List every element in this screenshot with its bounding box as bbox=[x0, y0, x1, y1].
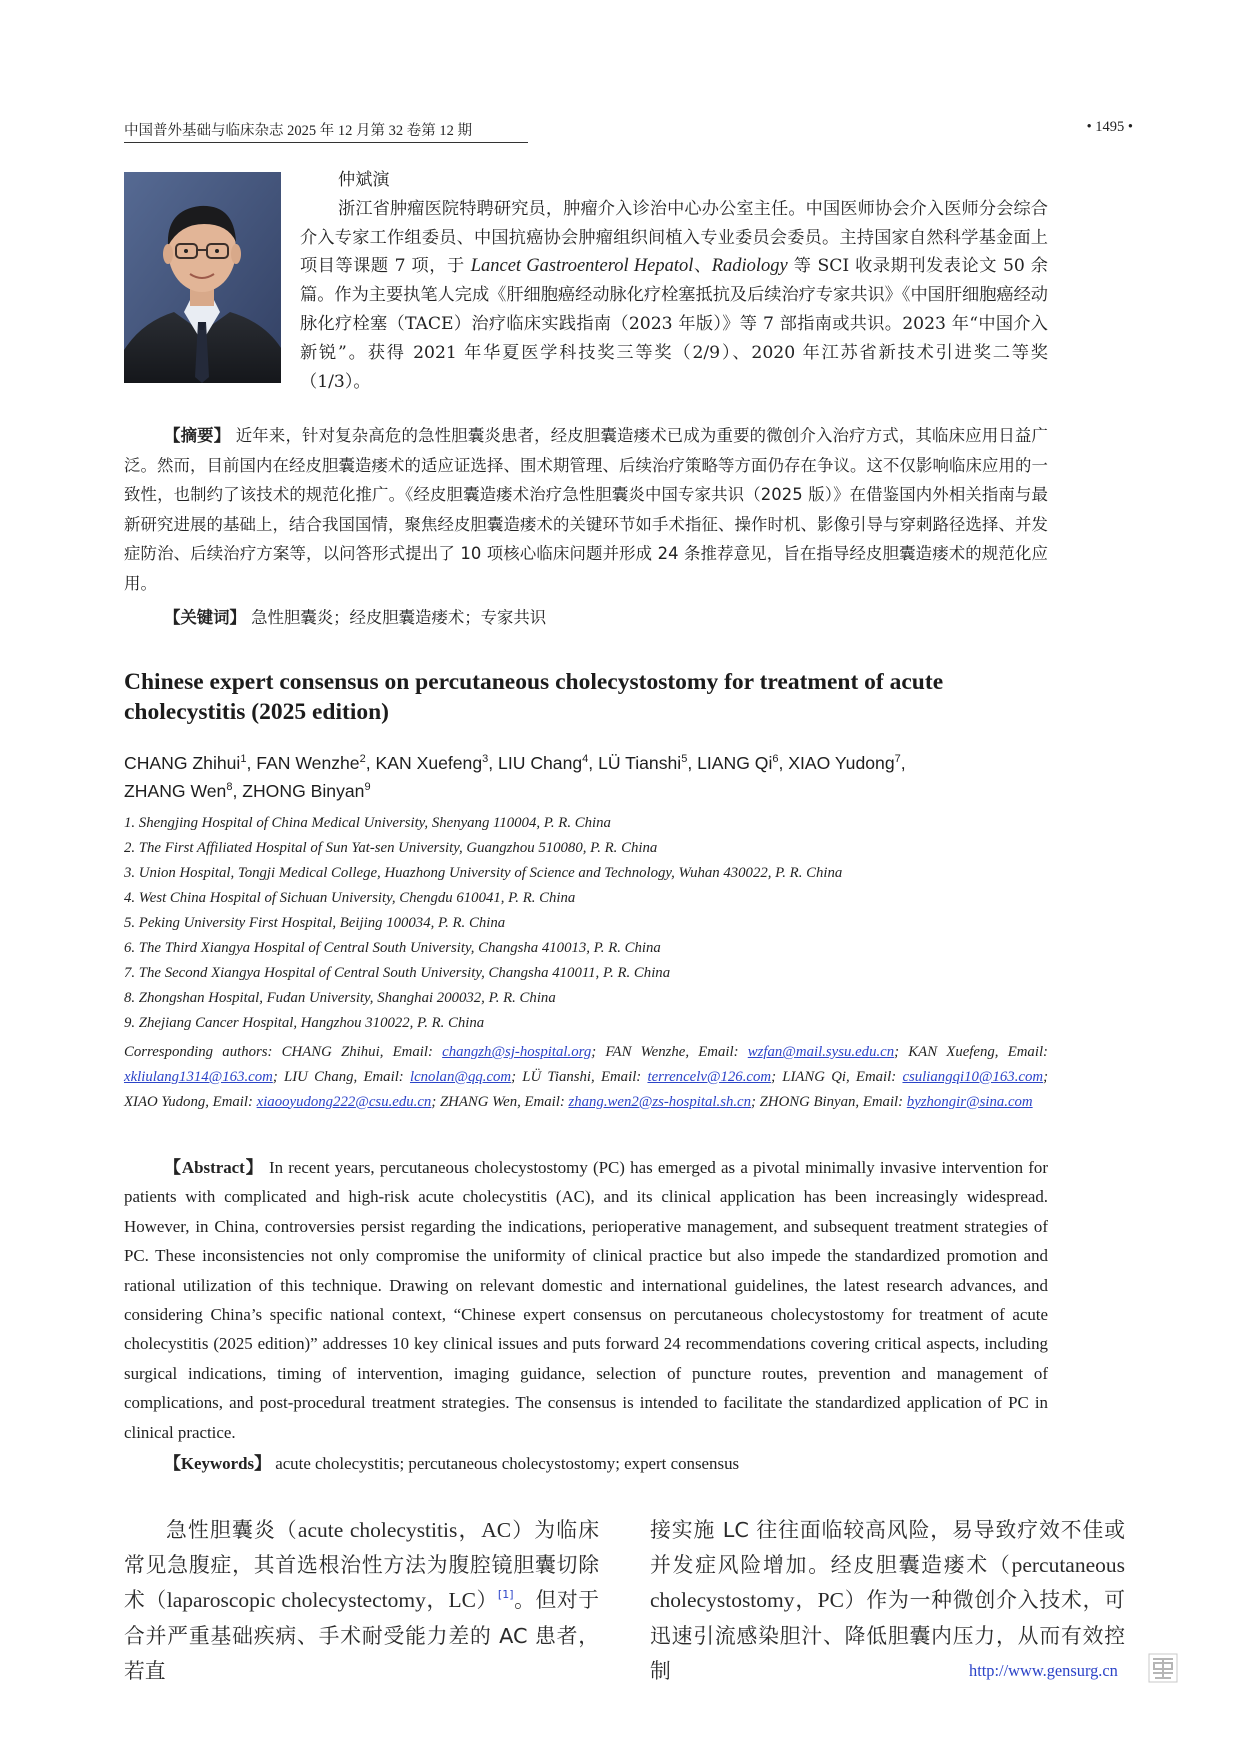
author: ZHONG Binyan$^9$ bbox=[242, 781, 371, 801]
author-list bbox=[124, 749, 1048, 805]
abstract-label: 【Abstract】 bbox=[164, 1158, 264, 1177]
journal-url-link[interactable]: http://www.gensurg.cn bbox=[969, 1661, 1118, 1680]
email-link[interactable]: changzh@sj-hospital.org bbox=[442, 1044, 592, 1060]
affiliation: 5. Peking University First Hospital, Beijing 100034, P. R. China bbox=[124, 915, 506, 931]
affiliation: 9. Zhejiang Cancer Hospital, Hangzhou 310022, P. R. China bbox=[124, 1015, 485, 1031]
reference-link[interactable]: [1] bbox=[497, 1588, 514, 1602]
affiliation: 1. Shengjing Hospital of China Medical University, Shenyang 110004, P. R. China bbox=[124, 815, 611, 831]
author-bio bbox=[300, 166, 1048, 396]
email-link[interactable]: wzfan@mail.sysu.edu.cn bbox=[747, 1044, 895, 1060]
author-bio-text: 浙江省肿瘤医院特聘研究员，肿瘤介入诊治中心办公室主任。中国医师协会介入医师分会综合介入专家工作组委员、中国抗癌协会肿瘤组织间植入专业委员会委员。主持国家自然科学基金面上项目等课题 7 项，于 Lancet Gastroenterol Hepatol、Radiology 等 SCI 收录期刊发表论文 50 余篇。作为主要执笔人完成《肝细胞癌经动脉化疗栓塞抵抗及后续治疗专家共识》《中国肝细胞癌经动脉化疗栓塞（TACE）治疗临床实践指南（2023 年版）》等 7 部指南或共识。2023 年“中国介入新锐”。获得 2021 年华夏医学科技奖三等奖（2/9）、2020 年江苏省新技术引进奖二等奖（1/3）。 bbox=[300, 198, 1048, 392]
body-text-left-column: 急性胆囊炎（acute cholecystitis，AC）为临床常见急腹症，其首选根治性方法为腹腔镜胆囊切除术（laparoscopic cholecystectomy，LC）[1]。但对于合并严重基础疾病、手术耐受能力差的 AC 患者，若直 bbox=[124, 1518, 600, 1683]
keywords-label: 【Keywords】 bbox=[164, 1454, 271, 1473]
page-number: • 1495 • bbox=[1086, 119, 1133, 135]
header-rule bbox=[124, 142, 528, 143]
email-link[interactable]: terrencelv@126.com bbox=[647, 1068, 772, 1085]
affiliation: 3. Union Hospital, Tongji Medical College, Huazhong University of Science and Technology, Wuhan 430022, P. R. China bbox=[124, 865, 843, 881]
author: CHANG Zhihui$^1$, bbox=[124, 753, 257, 773]
english-keywords: 【Keywords】 acute cholecystitis; percutaneous cholecystostomy; expert consensus bbox=[164, 1454, 740, 1473]
email-link[interactable]: zhang.wen2@zs-hospital.sh.cn bbox=[568, 1093, 752, 1110]
keywords-label: 【关键词】 bbox=[164, 608, 246, 627]
english-title: Chinese expert consensus on percutaneous cholecystostomy for treatment of acute cholecystitis (2025 edition) bbox=[124, 669, 944, 725]
author: ZHANG Wen$^8$, bbox=[124, 781, 243, 801]
affiliation: 2. The First Affiliated Hospital of Sun Yat-sen University, Guangzhou 510080, P. R. China bbox=[124, 840, 658, 856]
email-link[interactable]: byzhongir@sina.com bbox=[906, 1093, 1033, 1110]
affiliation: 4. West China Hospital of Sichuan University, Chengdu 610041, P. R. China bbox=[124, 890, 576, 906]
author: XIAO Yudong$^7$, bbox=[788, 753, 906, 773]
affiliation: 7. The Second Xiangya Hospital of Central South University, Changsha 410011, P. R. China bbox=[124, 965, 671, 981]
corresponding-authors: Corresponding authors: CHANG Zhihui, Email: changzh@sj-hospital.org; FAN Wenzhe, Email: wzfan@mail.sysu.edu.cn; KAN Xuefeng, Email: xkliulang1314@163.com; LIU Chang, Email: lcnolan@qq.com; LÜ Tianshi, Email: terrencelv@126.com; LIANG Qi, Email: csuliangqi10@163.com; XIAO Yudong, Email: xiaooyudong222@csu.edu.cn; ZHANG Wen, Email: zhang.wen2@zs-hospital.sh.cn; ZHONG Binyan, Email: byzhongir@sina.com bbox=[124, 1044, 1048, 1110]
email-link[interactable]: xiaooyudong222@csu.edu.cn bbox=[256, 1093, 432, 1110]
chinese-abstract: 【摘要】 近年来，针对复杂高危的急性胆囊炎患者，经皮胆囊造瘘术已成为重要的微创介入治疗方式，其临床应用日益广泛。然而，目前国内在经皮胆囊造瘘术的适应证选择、围术期管理、后续治疗策略等方面仍存在争议。这不仅影响临床应用的一致性，也制约了该技术的规范化推广。《经皮胆囊造瘘术治疗急性胆囊炎中国专家共识（2025 版）》在借鉴国内外相关指南与最新研究进展的基础上，结合我国国情，聚焦经皮胆囊造瘘术的关键环节如手术指征、操作时机、影像引导与穿刺路径选择、并发症防治、后续治疗方案等，以问答形式提出了 10 项核心临床问题并形成 24 条推荐意见，旨在指导经皮胆囊造瘘术的规范化应用。 bbox=[124, 426, 1048, 593]
english-abstract: 【Abstract】 In recent years, percutaneous cholecystostomy (PC) has emerged as a pivotal minimally invasive intervention for patients with complicated and high-risk acute cholecystitis (AC), and its clinical application has been increasingly widespread. However, in China, controversies persist regarding the indications, perioperative management, and subsequent treatment strategies of PC. These inconsistencies not only compromise the uniformity of clinical practice but also impede the standardized promotion and rational utilization of this technique. Drawing on relevant domestic and international guidelines, the latest research advances, and considering China’s specific national context, “Chinese expert consensus on percutaneous cholecystostomy for treatment of acute cholecystitis (2025 edition)” addresses 10 key clinical issues and puts forward 24 recommendations covering critical aspects, including surgical indications, timing of intervention, imaging guidance, selection of puncture routes, prevention and management of complications, and post-procedural treatment strategies. The consensus is intended to facilitate the standardized application of PC in clinical practice. bbox=[124, 1158, 1048, 1442]
email-link[interactable]: lcnolan@qq.com bbox=[409, 1068, 512, 1085]
journal-logo-icon bbox=[1148, 1653, 1178, 1683]
email-link[interactable]: xkliulang1314@163.com bbox=[124, 1068, 273, 1085]
author-photo bbox=[124, 172, 281, 383]
author-name: 仲斌演 bbox=[338, 170, 390, 190]
author: LIU Chang$^4$, bbox=[498, 753, 599, 773]
journal-name: Lancet Gastroenterol Hepatol bbox=[470, 256, 694, 277]
author: KAN Xuefeng$^3$, bbox=[375, 753, 499, 773]
affiliation-list bbox=[124, 811, 1048, 1036]
affiliation: 8. Zhongshan Hospital, Fudan University, Shanghai 200032, P. R. China bbox=[124, 990, 556, 1006]
body-text-right-column: 接实施 LC 往往面临较高风险，易导致疗效不佳或并发症风险增加。经皮胆囊造瘘术（percutaneous cholecystostomy，PC）作为一种微创介入技术，可迅速引流感染胆汁、降低胆囊内压力，从而有效控制 bbox=[650, 1518, 1125, 1683]
author: LÜ Tianshi$^5$, bbox=[598, 753, 698, 773]
affiliation: 6. The Third Xiangya Hospital of Central South University, Changsha 410013, P. R. China bbox=[124, 940, 661, 956]
author: LIANG Qi$^6$, bbox=[697, 753, 789, 773]
author: FAN Wenzhe$^2$, bbox=[256, 753, 376, 773]
journal-name: Radiology bbox=[711, 256, 788, 277]
email-link[interactable]: csuliangqi10@163.com bbox=[902, 1068, 1044, 1085]
chinese-keywords: 【关键词】 急性胆囊炎；经皮胆囊造瘘术；专家共识 bbox=[164, 608, 547, 627]
journal-header: 中国普外基础与临床杂志 2025 年 12 月第 32 卷第 12 期 bbox=[124, 123, 472, 139]
abstract-label: 【摘要】 bbox=[164, 426, 231, 445]
